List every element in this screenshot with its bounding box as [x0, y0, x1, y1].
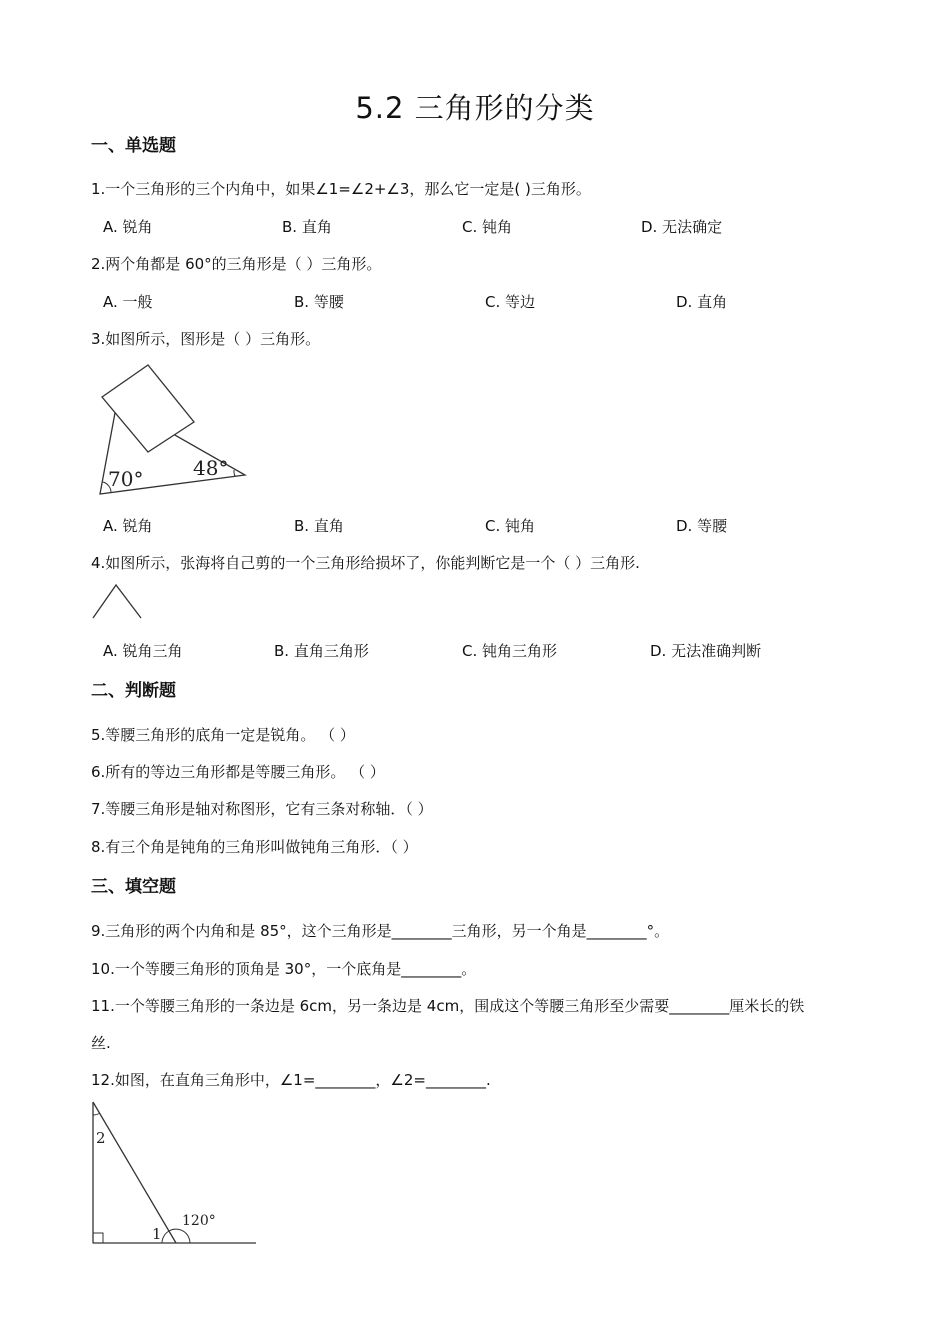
question-2-text: 2.两个角都是 60°的三角形是（ ）三角形。 [91, 255, 382, 273]
q4-option-d: D. 无法准确判断 [650, 642, 762, 660]
section-heading-true-false: 二、判断题 [91, 681, 176, 701]
q3-angle-label-right: 48° [193, 456, 229, 480]
q1-option-d: D. 无法确定 [641, 218, 723, 236]
q1-option-c: C. 钝角 [462, 218, 513, 236]
q3-option-b: B. 直角 [294, 517, 344, 535]
question-10-text: 10.一个等腰三角形的顶角是 30°，一个底角是________。 [91, 960, 477, 978]
q12-angle-2-arc [93, 1113, 100, 1115]
question-12-text: 12.如图，在直角三角形中，∠1=________，∠2=________. [91, 1071, 491, 1089]
q12-angle-1-arc [162, 1231, 169, 1243]
q2-option-c: C. 等边 [485, 293, 536, 311]
q1-option-b: B. 直角 [282, 218, 332, 236]
question-9-text: 9.三角形的两个内角和是 85°，这个三角形是________三角形，另一个角是________°。 [91, 922, 670, 940]
question-11-text-line2: 丝. [91, 1034, 111, 1052]
page-title: 5.2 三角形的分类 [355, 91, 595, 125]
question-11-text-line1: 11.一个等腰三角形的一条边是 6cm，另一条边是 4cm，围成这个等腰三角形至少需要________厘米长的铁 [91, 997, 805, 1015]
q3-triangle-figure [92, 360, 254, 500]
q3-rectangle [102, 365, 194, 452]
question-8-text: 8.有三个角是钝角的三角形叫做钝角三角形．（ ） [91, 838, 418, 856]
q12-right-triangle-figure [88, 1098, 260, 1248]
question-3-text: 3.如图所示，图形是（ ）三角形。 [91, 330, 321, 348]
question-4-text: 4.如图所示，张海将自己剪的一个三角形给损坏了，你能判断它是一个（ ）三角形. [91, 554, 640, 572]
section-heading-fill-in: 三、填空题 [91, 877, 176, 897]
q12-angle-2-label: 2 [96, 1129, 106, 1147]
question-6-text: 6.所有的等边三角形都是等腰三角形。 （ ） [91, 763, 385, 781]
q12-angle-1-label: 1 [152, 1225, 162, 1243]
q4-option-a: A. 锐角三角 [103, 642, 183, 660]
q12-hypotenuse [93, 1102, 176, 1243]
q3-option-d: D. 等腰 [676, 517, 728, 535]
q4-option-b: B. 直角三角形 [274, 642, 369, 660]
section-heading-single-choice: 一、单选题 [91, 136, 176, 156]
q4-broken-triangle-figure [92, 582, 144, 620]
q1-option-a: A. 锐角 [103, 218, 153, 236]
q3-option-a: A. 锐角 [103, 517, 153, 535]
q3-angle-label-left: 70° [108, 467, 144, 491]
q12-right-angle-mark [93, 1233, 103, 1243]
question-1-text: 1.一个三角形的三个内角中，如果∠1=∠2+∠3，那么它一定是( )三角形。 [91, 180, 591, 198]
q2-option-b: B. 等腰 [294, 293, 344, 311]
q3-angle-arc-right [234, 470, 235, 476]
q12-angle-120-label: 120° [182, 1213, 216, 1229]
question-7-text: 7.等腰三角形是轴对称图形，它有三条对称轴．（ ） [91, 800, 433, 818]
q3-option-c: C. 钝角 [485, 517, 536, 535]
q4-option-c: C. 钝角三角形 [462, 642, 558, 660]
q2-option-a: A. 一般 [103, 293, 153, 311]
q4-angle-lines [93, 585, 141, 618]
question-5-text: 5.等腰三角形的底角一定是锐角。 （ ） [91, 726, 355, 744]
q2-option-d: D. 直角 [676, 293, 728, 311]
